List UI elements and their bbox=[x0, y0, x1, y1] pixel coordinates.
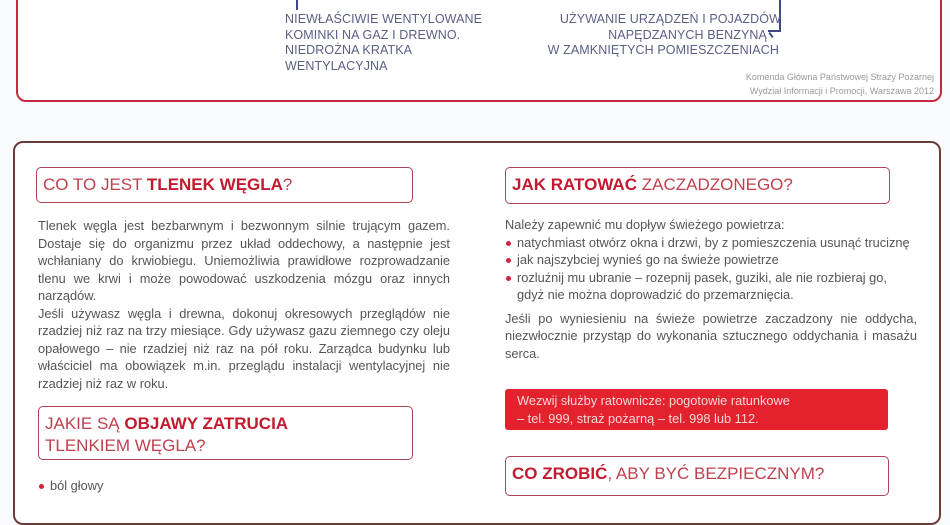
emergency-numbers-box bbox=[505, 389, 888, 430]
symptoms-list bbox=[38, 477, 438, 495]
credit-line: Komenda Główna Państwowej Straży Pożarnej bbox=[745, 72, 934, 82]
paragraph: Tlenek węgla jest bezbarwnym i bezwonnym silnie trującym gazem. Dostaje się do organizmu przez układ oddechowy, a następnie jest wchłaniany do krwiobiegu. Uniemożliwia prawidłowe rozprowadzanie tlenu we krwi i może powodować uszkodzenia mózgu oraz innych narządów. bbox=[38, 218, 450, 303]
heading-text: ? bbox=[282, 175, 293, 194]
list-item: rozluźnij mu ubranie – rozepnij pasek, guziki, ale nie rozbieraj go, gdyż nie można doprowadzić do przemarznięcia. bbox=[505, 269, 917, 304]
heading-text: ZACZADZONEGO? bbox=[637, 175, 793, 194]
alert-line: Wezwij służby ratownicze: pogotowie ratunkowe bbox=[517, 393, 790, 408]
paragraph: Należy zapewnić mu dopływ świeżego powietrza: bbox=[505, 217, 785, 232]
heading-emphasis: TLENEK WĘGLA bbox=[146, 175, 283, 194]
caption-line: NIEWŁAŚCIWIE WENTYLOWANE bbox=[285, 12, 483, 26]
rescue-list bbox=[505, 234, 917, 304]
caption-line: KOMINKI NA GAZ I DREWNO. bbox=[285, 27, 461, 42]
caption-line: UŻYWANIE URZĄDZEŃ I POJAZDÓW bbox=[559, 12, 781, 26]
list-item: ból głowy bbox=[38, 477, 438, 495]
rescue-text bbox=[505, 216, 917, 362]
caption-line: WENTYLACYJNA bbox=[285, 58, 388, 73]
heading-emphasis: CO ZROBIĆ bbox=[512, 464, 608, 483]
heading-text: TLENKIEM WĘGLA? bbox=[45, 436, 206, 455]
heading-rescue bbox=[505, 167, 890, 204]
credit bbox=[746, 70, 934, 98]
heading-what-is-co bbox=[36, 167, 413, 203]
alert-line: – tel. 999, straż pożarną – tel. 998 lub 112. bbox=[517, 411, 759, 426]
heading-emphasis: OBJAWY ZATRUCIA bbox=[124, 414, 289, 433]
caption-line: NIEDROŻNA KRATKA bbox=[285, 43, 413, 57]
heading-text: , ABY BYĆ BEZPIECZNYM? bbox=[607, 464, 825, 483]
caption-fireplaces bbox=[285, 12, 482, 74]
what-is-co-text bbox=[38, 217, 450, 392]
heading-text: JAKIE SĄ bbox=[45, 414, 125, 433]
callout-line bbox=[296, 0, 298, 10]
paragraph: Jeśli używasz węgla i drewna, dokonuj okresowych przeglądów nie rzadziej niż raz na trzy miesiące. Gdy używasz gazu ziemnego czy oleju opałowego – nie rzadziej niż raz na pół roku. Zarządca budynku lub właściciel ma obowiązek m.in. przeglądu instalacji wentylacyjnej nie rzadziej niż raz w roku. bbox=[38, 305, 450, 391]
caption-line: NAPĘDZANYCH BENZYNĄ bbox=[608, 27, 767, 42]
heading-emphasis: JAK RATOWAĆ bbox=[512, 175, 637, 194]
list-item: jak najszybciej wynieś go na świeże powietrze bbox=[505, 251, 917, 269]
credit-line: Wydział Informacji i Promocji, Warszawa 2012 bbox=[749, 86, 934, 96]
heading-symptoms bbox=[38, 406, 413, 460]
caption-engines bbox=[527, 12, 781, 59]
heading-safety bbox=[505, 456, 889, 496]
list-item: natychmiast otwórz okna i drzwi, by z pomieszczenia usunąć truciznę bbox=[505, 234, 917, 252]
caption-line: W ZAMKNIĘTYCH POMIESZCZENIACH bbox=[547, 43, 779, 57]
heading-text: CO TO JEST bbox=[43, 175, 147, 194]
paragraph: Jeśli po wyniesieniu na świeże powietrze zaczadzony nie oddycha, niezwłocznie przystąp do wykonania sztucznego oddychania i masażu serca. bbox=[505, 310, 917, 361]
